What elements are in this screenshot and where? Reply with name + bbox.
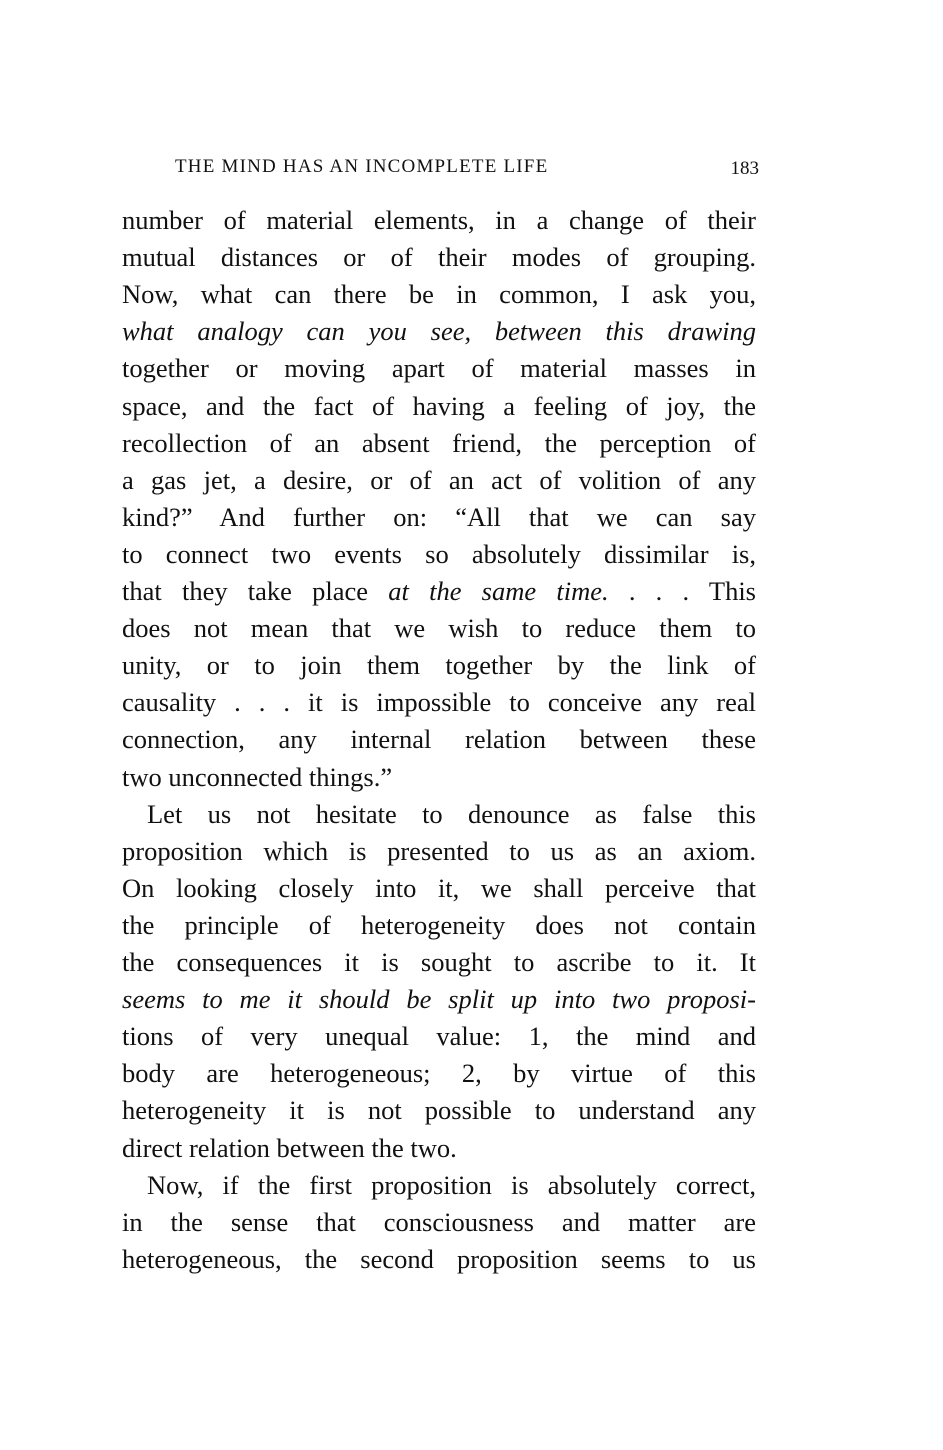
text-line (147, 797, 756, 831)
text-line (122, 574, 756, 608)
text-segment: heterogeneity it is not possible to understand any (122, 1095, 756, 1126)
text-segment: to connect two events so absolutely dissimilar is, (122, 538, 756, 569)
text-segment: body are heterogeneous; 2, by virtue of this (122, 1058, 756, 1089)
text-segment: recollection of an absent friend, the perception of (122, 427, 756, 458)
text-segment: proposition which is presented to us as an axiom. (122, 835, 756, 866)
text-segment: . . . This (608, 576, 756, 606)
text-line (122, 463, 756, 497)
text-line (122, 277, 756, 311)
text-segment: Let us not hesitate to denounce as false this (147, 798, 756, 829)
text-segment: Now, what can there be in common, I ask you, (122, 279, 756, 310)
text-segment: number of material elements, in a change of their (122, 205, 756, 235)
text-line (122, 500, 756, 534)
text-line (122, 351, 756, 385)
text-line (122, 1019, 756, 1053)
text-segment: together or moving apart of material masses in (122, 353, 756, 384)
italic-text: at the same time. (388, 576, 609, 606)
text-segment: heterogeneous, the second proposition seems to us (122, 1243, 756, 1274)
text-line (122, 982, 756, 1016)
text-line (122, 426, 756, 460)
text-segment: Now, if the first proposition is absolutely correct, (147, 1169, 756, 1200)
text-segment: two unconnected things.” (122, 761, 393, 792)
text-segment: that they take place (122, 576, 389, 606)
text-segment: tions of very unequal value: 1, the mind and (122, 1021, 756, 1052)
text-segment: connection, any internal relation between these (122, 724, 756, 755)
text-segment: does not mean that we wish to reduce them to (122, 613, 756, 644)
text-segment: unity, or to join them together by the link of (122, 650, 756, 681)
text-line (122, 685, 756, 719)
text-segment: mutual distances or of their modes of grouping. (122, 242, 756, 273)
text-line (122, 834, 756, 868)
text-line (122, 611, 756, 645)
text-line (122, 1056, 756, 1090)
running-title: THE MIND HAS AN INCOMPLETE LIFE (175, 156, 549, 177)
text-line (122, 537, 756, 571)
text-segment: On looking closely into it, we shall perceive that (122, 872, 756, 903)
page-number: 183 (730, 158, 759, 179)
text-segment: space, and the fact of having a feeling of joy, the (122, 390, 756, 421)
text-segment: causality . . . it is impossible to conceive any real (122, 687, 756, 718)
text-segment: the principle of heterogeneity does not contain (122, 909, 756, 940)
text-line (122, 203, 756, 237)
italic-text: what analogy can you see, between this drawing (122, 316, 756, 347)
text-line (122, 240, 756, 274)
text-line (147, 1168, 756, 1202)
text-segment: direct relation between the two. (122, 1132, 457, 1163)
text-line (122, 908, 756, 942)
text-line (122, 945, 756, 979)
text-line (122, 1093, 756, 1127)
text-segment: kind?” And further on: “All that we can say (122, 501, 756, 532)
italic-text: seems to me it should be split up into two proposi- (122, 984, 756, 1015)
text-line (122, 1205, 756, 1239)
text-line (122, 1131, 756, 1165)
text-segment: a gas jet, a desire, or of an act of volition of any (122, 464, 756, 495)
text-segment: in the sense that consciousness and matter are (122, 1206, 756, 1237)
text-line (122, 871, 756, 905)
text-line (122, 314, 756, 348)
running-header (175, 156, 759, 182)
text-line (122, 389, 756, 423)
text-line (122, 722, 756, 756)
text-segment: the consequences it is sought to ascribe to it. It (122, 947, 756, 977)
text-line (122, 760, 756, 794)
text-line (122, 648, 756, 682)
text-line (122, 1242, 756, 1276)
